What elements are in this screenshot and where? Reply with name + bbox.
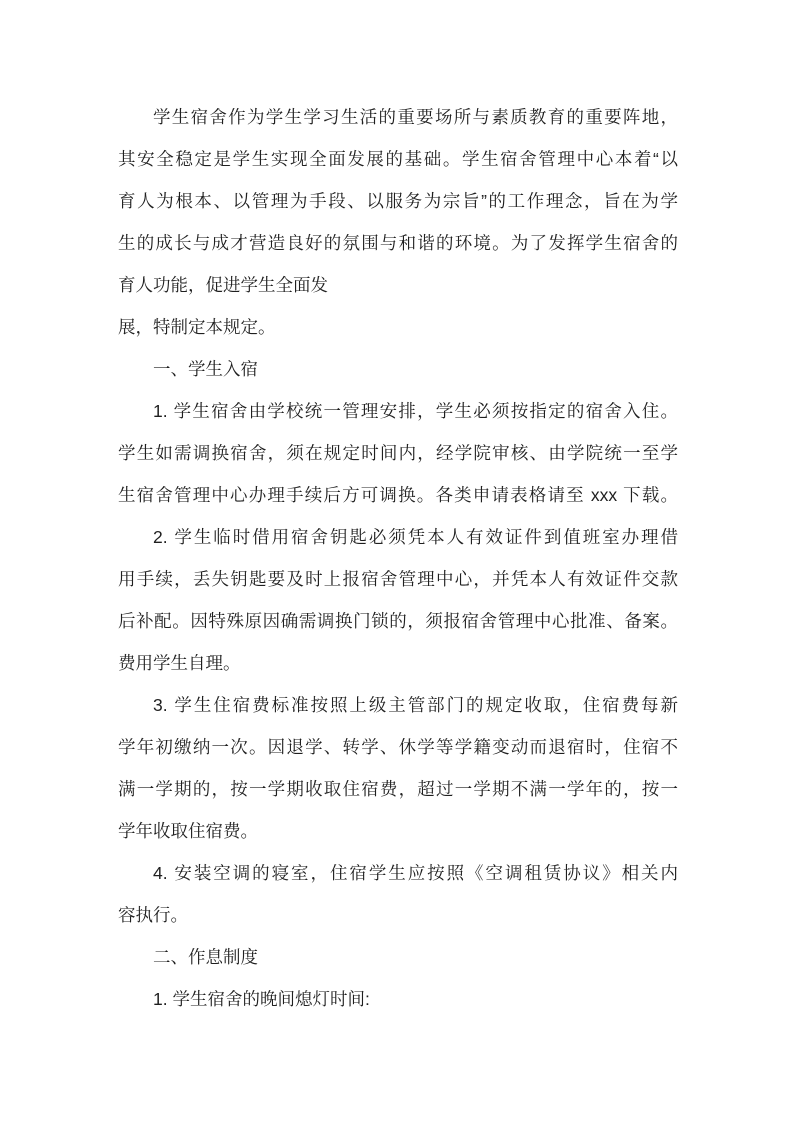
text-line: 生宿舍管理中心办理手续后方可调换。各类申请表格请至 xxx 下载。	[118, 485, 678, 505]
text-line: 学生宿舍作为学生学习生活的重要场所与素质教育的重要阵地，	[153, 107, 678, 127]
text-line: 容执行。	[118, 905, 188, 925]
text-line: 满一学期的，按一学期收取住宿费，超过一学期不满一学年的，按一	[118, 779, 678, 799]
text-line: 育人为根本、以管理为手段、以服务为宗旨”的工作理念，旨在为学	[118, 191, 678, 211]
text-line: 3. 学生住宿费标准按照上级主管部门的规定收取，住宿费每新	[153, 695, 678, 715]
text-line: 其安全稳定是学生实现全面发展的基础。学生宿舍管理中心本着“以	[118, 149, 678, 169]
section-heading: 二、作息制度	[153, 947, 258, 967]
text-line: 学年初缴纳一次。因退学、转学、休学等学籍变动而退宿时，住宿不	[118, 737, 678, 757]
text-line: 1. 学生宿舍由学校统一管理安排，学生必须按指定的宿舍入住。	[153, 401, 678, 421]
section-heading: 一、学生入宿	[153, 359, 258, 379]
text-line: 1. 学生宿舍的晚间熄灯时间:	[153, 989, 370, 1009]
text-line: 生的成长与成才营造良好的氛围与和谐的环境。为了发挥学生宿舍的	[118, 233, 678, 253]
text-line: 后补配。因特殊原因确需调换门锁的，须报宿舍管理中心批准、备案。	[118, 611, 678, 631]
text-line: 费用学生自理。	[118, 653, 241, 673]
text-line: 2. 学生临时借用宿舍钥匙必须凭本人有效证件到值班室办理借	[153, 527, 678, 547]
text-line: 学年收取住宿费。	[118, 821, 258, 841]
text-line: 用手续，丢失钥匙要及时上报宿舍管理中心，并凭本人有效证件交款	[118, 569, 678, 589]
text-line: 学生如需调换宿舍，须在规定时间内，经学院审核、由学院统一至学	[118, 443, 678, 463]
text-line: 展，特制定本规定。	[118, 317, 276, 337]
text-line: 4. 安装空调的寝室，住宿学生应按照《空调租赁协议》相关内	[153, 863, 678, 883]
text-line: 育人功能，促进学生全面发	[118, 275, 328, 295]
